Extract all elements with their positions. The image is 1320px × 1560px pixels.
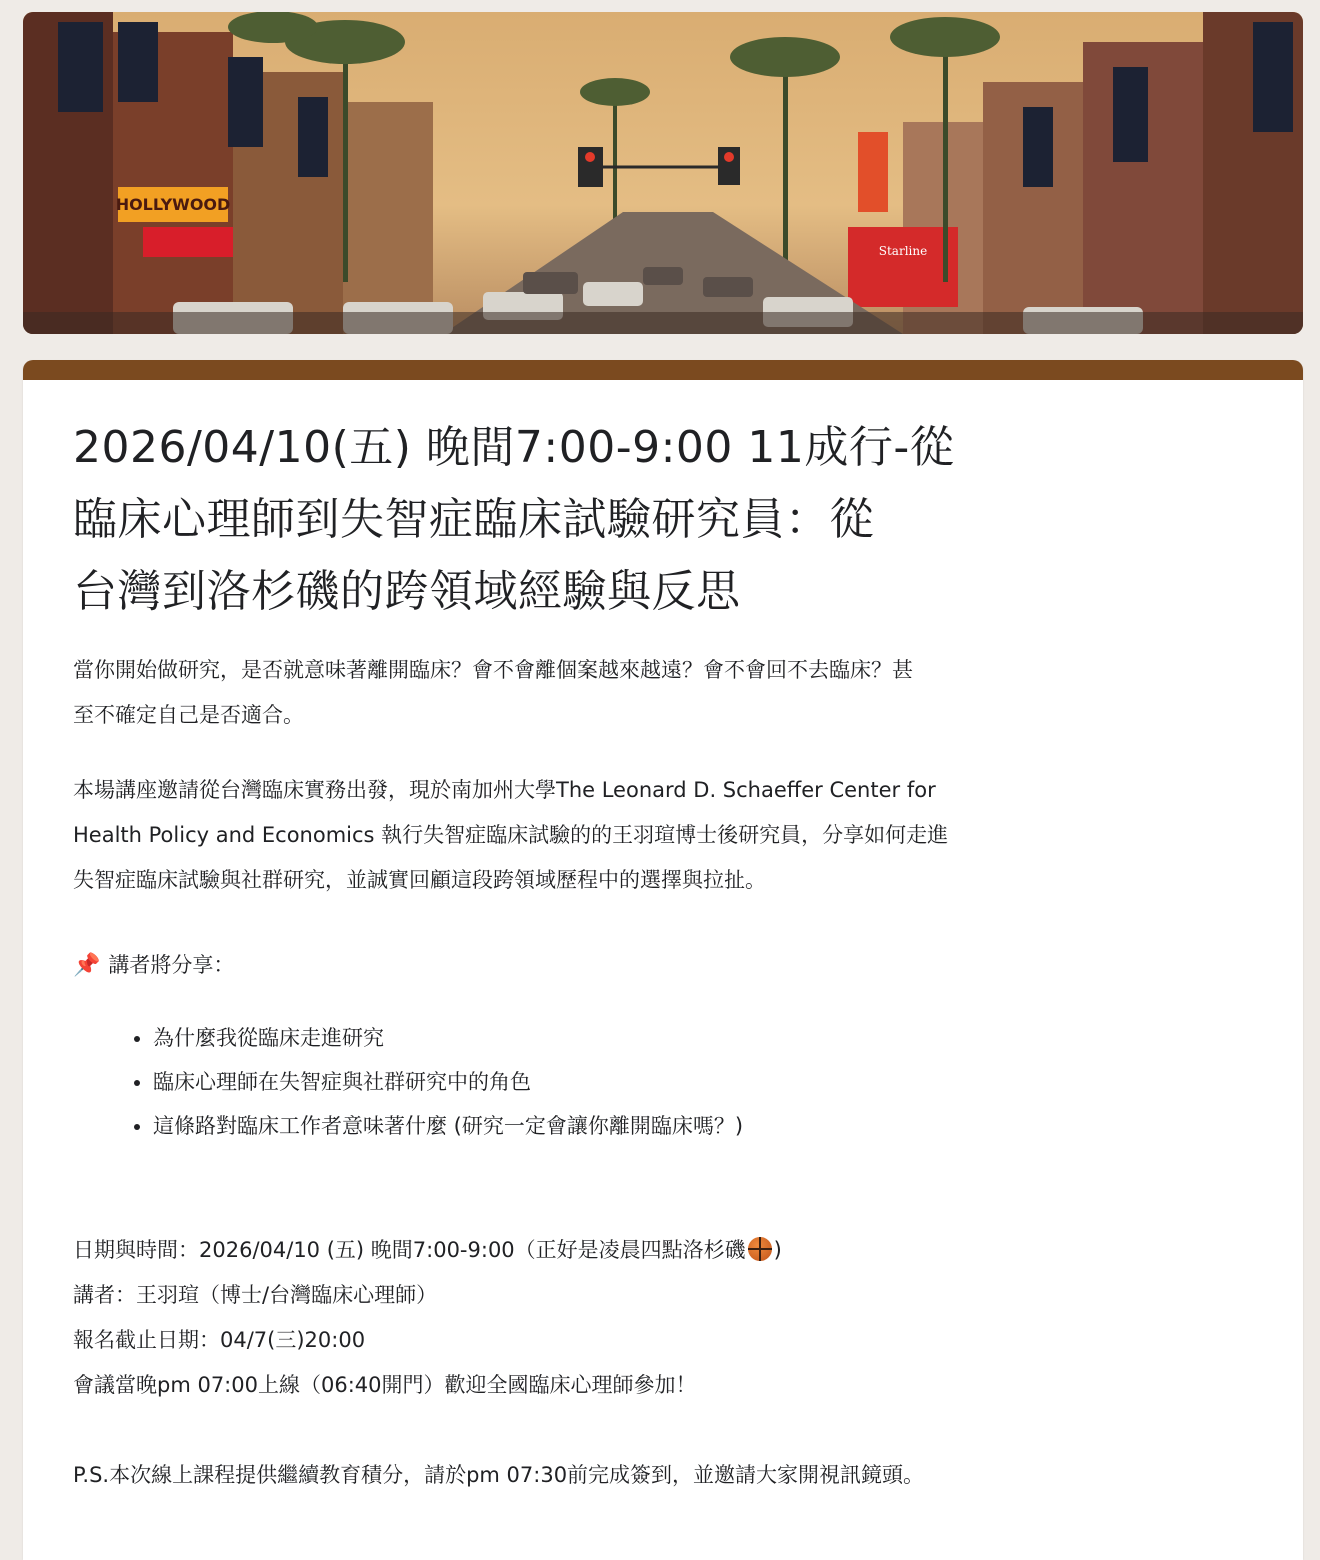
hollywood-sign: HOLLYWOOD — [115, 195, 231, 214]
card-accent-bar — [23, 360, 1303, 380]
about-paragraph — [73, 768, 1253, 903]
about-line-1: 本場講座邀請從台灣臨床實務出發，現於南加州大學The Leonard D. Schaeffer Center for — [73, 778, 936, 802]
deadline-line: 報名截止日期：04/7(三)20:00 — [73, 1328, 366, 1352]
starline-bus-sign: Starline — [878, 244, 928, 258]
event-details — [73, 1228, 1253, 1408]
intro-line-1: 當你開始做研究，是否就意味著離開臨床？會不會離個案越來越遠？會不會回不去臨床？甚 — [73, 658, 913, 682]
title-line-3: 台灣到洛杉磯的跨領域經驗與反思 — [73, 566, 741, 617]
list-item: • 為什麼我從臨床走進研究 — [153, 1016, 1253, 1060]
title-line-2: 臨床心理師到失智症臨床試驗研究員：從 — [73, 494, 874, 545]
datetime-text: 日期與時間：2026/04/10 (五) 晚間7:00-9:00（正好是凌晨四點洛杉磯 — [73, 1238, 746, 1262]
share-heading-label: 講者將分享： — [108, 953, 235, 977]
ps-note: P.S.本次線上課程提供繼續教育積分，請於pm 07:30前完成簽到，並邀請大家開視訊鏡頭。 — [73, 1463, 925, 1487]
speaker-line: 講者：王羽瑄（博士/台灣臨床心理師） — [73, 1283, 438, 1307]
share-heading — [73, 943, 1253, 988]
datetime-line — [73, 1228, 1253, 1273]
form-header-card — [23, 360, 1303, 1560]
header-banner-image — [23, 12, 1303, 334]
intro-line-2: 至不確定自己是否適合。 — [73, 703, 304, 727]
datetime-suffix: ) — [773, 1238, 782, 1262]
pushpin-icon: 📌 — [73, 953, 101, 978]
list-item: • 臨床心理師在失智症與社群研究中的角色 — [153, 1060, 1253, 1104]
share-points-list — [73, 1016, 1253, 1148]
about-line-3: 失智症臨床試驗與社群研究，並誠實回顧這段跨領域歷程中的選擇與拉扯。 — [73, 868, 766, 892]
hollywood-street-illustration — [23, 12, 1303, 334]
intro-paragraph — [73, 648, 1253, 738]
title-line-1: 2026/04/10(五) 晚間7:00-9:00 11成行-從 — [73, 422, 955, 473]
meeting-note-line: 會議當晚pm 07:00上線（06:40開門）歡迎全國臨床心理師參加！ — [73, 1373, 697, 1397]
list-item: • 這條路對臨床工作者意味著什麼 (研究一定會讓你離開臨床嗎？) — [153, 1104, 1253, 1148]
form-title — [73, 412, 1253, 628]
about-line-2: Health Policy and Economics 執行失智症臨床試驗的的王羽瑄博士後研究員，分享如何走進 — [73, 823, 949, 847]
basketball-icon — [748, 1237, 772, 1261]
